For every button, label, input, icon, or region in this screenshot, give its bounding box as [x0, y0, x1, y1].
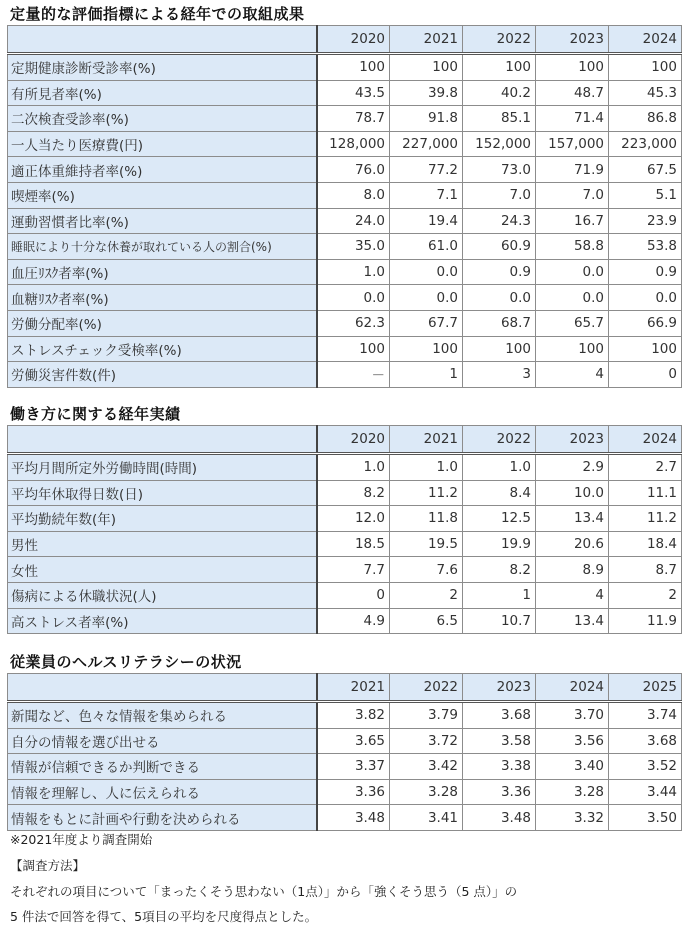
cell-value: 3.41 — [390, 805, 463, 831]
row-label: 運動習慣者比率(%) — [8, 208, 317, 234]
header-year: 2023 — [463, 674, 536, 702]
cell-value: 58.8 — [536, 234, 609, 260]
cell-value: 100 — [609, 54, 682, 81]
cell-value: 100 — [463, 336, 536, 362]
header-year: 2020 — [317, 26, 390, 54]
cell-value: 20.6 — [536, 531, 609, 557]
header-year: 2024 — [609, 426, 682, 454]
cell-value: 12.0 — [317, 506, 390, 532]
cell-value: 128,000 — [317, 131, 390, 157]
cell-value: 43.5 — [317, 80, 390, 106]
section-title-work-style: 働き方に関する経年実績 — [10, 405, 181, 423]
row-label: 平均月間所定外労働時間(時間) — [8, 454, 317, 481]
cell-value: 18.4 — [609, 531, 682, 557]
header-year: 2021 — [317, 674, 390, 702]
row-label: 平均年休取得日数(日) — [8, 480, 317, 506]
cell-value: 78.7 — [317, 106, 390, 132]
cell-value: 71.9 — [536, 157, 609, 183]
row-label: 情報が信頼できるか判断できる — [8, 754, 317, 780]
note-method-heading: 【調査方法】 — [10, 858, 86, 873]
cell-value: 3.72 — [390, 728, 463, 754]
cell-value: 0.0 — [536, 285, 609, 311]
cell-value: 73.0 — [463, 157, 536, 183]
row-label: 血糖ﾘｽｸ者率(%) — [8, 285, 317, 311]
table-row — [8, 208, 682, 234]
cell-value: 0.0 — [317, 285, 390, 311]
cell-value: 0.0 — [609, 285, 682, 311]
row-label: 血圧ﾘｽｸ者率(%) — [8, 259, 317, 285]
row-label: 女性 — [8, 557, 317, 583]
cell-value: 3.74 — [609, 702, 682, 729]
cell-value: 3.36 — [463, 779, 536, 805]
cell-value: 11.8 — [390, 506, 463, 532]
cell-value: 19.5 — [390, 531, 463, 557]
table-row — [8, 336, 682, 362]
cell-value: 2 — [609, 582, 682, 608]
cell-value: 77.2 — [390, 157, 463, 183]
cell-value: 10.7 — [463, 608, 536, 634]
cell-value: 67.7 — [390, 310, 463, 336]
cell-value: 1.0 — [317, 454, 390, 481]
row-label: 男性 — [8, 531, 317, 557]
cell-value: 3.50 — [609, 805, 682, 831]
row-label: 適正体重維持者率(%) — [8, 157, 317, 183]
cell-value: 0.0 — [536, 259, 609, 285]
cell-value: 85.1 — [463, 106, 536, 132]
cell-value: 3.52 — [609, 754, 682, 780]
table-row — [8, 728, 682, 754]
cell-value: 2.7 — [609, 454, 682, 481]
header-blank-cell — [8, 26, 317, 54]
cell-value: 4.9 — [317, 608, 390, 634]
cell-value: 61.0 — [390, 234, 463, 260]
cell-value: 18.5 — [317, 531, 390, 557]
cell-value: 10.0 — [536, 480, 609, 506]
table-row — [8, 480, 682, 506]
cell-value: 13.4 — [536, 608, 609, 634]
cell-value: 0 — [317, 582, 390, 608]
table-work-style — [7, 425, 682, 634]
header-blank-cell — [8, 674, 317, 702]
row-label: 喫煙率(%) — [8, 182, 317, 208]
cell-value: 11.1 — [609, 480, 682, 506]
cell-value: 4 — [536, 582, 609, 608]
table-row — [8, 557, 682, 583]
cell-value: 3.68 — [609, 728, 682, 754]
row-label: 新聞など、色々な情報を集められる — [8, 702, 317, 729]
table-health-literacy — [7, 673, 682, 831]
cell-value: 0.9 — [463, 259, 536, 285]
cell-value: 3.28 — [390, 779, 463, 805]
cell-value: 60.9 — [463, 234, 536, 260]
cell-value: 24.3 — [463, 208, 536, 234]
cell-value: 3.44 — [609, 779, 682, 805]
cell-value: 152,000 — [463, 131, 536, 157]
cell-value: 3.40 — [536, 754, 609, 780]
table-row — [8, 259, 682, 285]
row-label: 傷病による休職状況(人) — [8, 582, 317, 608]
row-label: 二次検査受診率(%) — [8, 106, 317, 132]
cell-value: 3.48 — [317, 805, 390, 831]
header-year: 2022 — [463, 426, 536, 454]
cell-value: 100 — [536, 54, 609, 81]
header-year: 2021 — [390, 426, 463, 454]
table-header-row — [8, 426, 682, 454]
header-year: 2024 — [609, 26, 682, 54]
cell-value: 45.3 — [609, 80, 682, 106]
header-year: 2020 — [317, 426, 390, 454]
section-title-health-literacy: 従業員のヘルスリテラシーの状況 — [10, 653, 242, 671]
cell-value: 76.0 — [317, 157, 390, 183]
cell-value: 3.68 — [463, 702, 536, 729]
cell-value: 3.38 — [463, 754, 536, 780]
cell-value: 3.36 — [317, 779, 390, 805]
row-label: 労働分配率(%) — [8, 310, 317, 336]
cell-value: 39.8 — [390, 80, 463, 106]
table-row — [8, 106, 682, 132]
cell-value: 19.4 — [390, 208, 463, 234]
row-label: 定期健康診断受診率(%) — [8, 54, 317, 81]
cell-value: 65.7 — [536, 310, 609, 336]
cell-value: 71.4 — [536, 106, 609, 132]
cell-value: 12.5 — [463, 506, 536, 532]
cell-value: 2 — [390, 582, 463, 608]
cell-value: 0 — [609, 362, 682, 388]
table-row — [8, 779, 682, 805]
table-header-row — [8, 674, 682, 702]
note-method-line-1: それぞれの項目について「まったくそう思わない（1点）」から「強くそう思う（5 点）」の — [10, 884, 518, 899]
cell-value: 8.4 — [463, 480, 536, 506]
cell-value: 11.2 — [390, 480, 463, 506]
cell-value: 100 — [317, 336, 390, 362]
cell-value: 40.2 — [463, 80, 536, 106]
cell-value: 100 — [536, 336, 609, 362]
cell-value: 0.0 — [463, 285, 536, 311]
cell-value: 227,000 — [390, 131, 463, 157]
cell-value: 1 — [463, 582, 536, 608]
table-row — [8, 582, 682, 608]
cell-value: 3 — [463, 362, 536, 388]
cell-value: 157,000 — [536, 131, 609, 157]
table-row — [8, 310, 682, 336]
row-label: 自分の情報を選び出せる — [8, 728, 317, 754]
cell-value: 3.79 — [390, 702, 463, 729]
cell-value: 3.70 — [536, 702, 609, 729]
row-label: 情報をもとに計画や行動を決められる — [8, 805, 317, 831]
table-row — [8, 506, 682, 532]
note-survey-start: ※2021年度より調査開始 — [10, 832, 153, 847]
table-row — [8, 80, 682, 106]
header-year: 2023 — [536, 426, 609, 454]
row-label: 労働災害件数(件) — [8, 362, 317, 388]
table-row — [8, 531, 682, 557]
table-header-row — [8, 26, 682, 54]
table-row — [8, 805, 682, 831]
cell-value: 8.9 — [536, 557, 609, 583]
table-row — [8, 754, 682, 780]
cell-value: 1.0 — [317, 259, 390, 285]
cell-value: 0.0 — [390, 259, 463, 285]
note-method-line-2: 5 件法で回答を得て、5項目の平均を尺度得点とした。 — [10, 909, 318, 924]
cell-value: 13.4 — [536, 506, 609, 532]
cell-value: 66.9 — [609, 310, 682, 336]
cell-value: 100 — [463, 54, 536, 81]
cell-value: 8.7 — [609, 557, 682, 583]
cell-value: 1 — [390, 362, 463, 388]
cell-value: 2.9 — [536, 454, 609, 481]
cell-value: 8.0 — [317, 182, 390, 208]
cell-value: 4 — [536, 362, 609, 388]
cell-value: 19.9 — [463, 531, 536, 557]
row-label: 一人当たり医療費(円) — [8, 131, 317, 157]
header-year: 2022 — [463, 26, 536, 54]
cell-value: 3.32 — [536, 805, 609, 831]
cell-value: 62.3 — [317, 310, 390, 336]
cell-value: 1.0 — [463, 454, 536, 481]
cell-value: 3.42 — [390, 754, 463, 780]
table-row — [8, 454, 682, 481]
table-row — [8, 285, 682, 311]
row-label: 高ストレス者率(%) — [8, 608, 317, 634]
cell-value: 100 — [390, 54, 463, 81]
cell-value: 3.37 — [317, 754, 390, 780]
header-year: 2025 — [609, 674, 682, 702]
row-label: 睡眠により十分な休養が取れている人の割合(%) — [8, 234, 317, 260]
cell-value: 3.56 — [536, 728, 609, 754]
cell-value: 68.7 — [463, 310, 536, 336]
cell-value: 7.6 — [390, 557, 463, 583]
cell-value: 8.2 — [317, 480, 390, 506]
cell-value: 7.0 — [463, 182, 536, 208]
cell-value: 223,000 — [609, 131, 682, 157]
cell-value: 91.8 — [390, 106, 463, 132]
cell-value: 23.9 — [609, 208, 682, 234]
table-row — [8, 234, 682, 260]
cell-value: 86.8 — [609, 106, 682, 132]
cell-value: 48.7 — [536, 80, 609, 106]
row-label: 情報を理解し、人に伝えられる — [8, 779, 317, 805]
cell-value: 11.2 — [609, 506, 682, 532]
cell-value: 7.1 — [390, 182, 463, 208]
cell-value: 1.0 — [390, 454, 463, 481]
cell-value: 16.7 — [536, 208, 609, 234]
header-year: 2023 — [536, 26, 609, 54]
table-row — [8, 131, 682, 157]
cell-value: 11.9 — [609, 608, 682, 634]
table-row — [8, 362, 682, 388]
header-blank-cell — [8, 426, 317, 454]
cell-value: 3.58 — [463, 728, 536, 754]
row-label: 平均勤続年数(年) — [8, 506, 317, 532]
cell-value: 100 — [390, 336, 463, 362]
cell-value: 0.9 — [609, 259, 682, 285]
cell-value: 53.8 — [609, 234, 682, 260]
cell-value: 100 — [609, 336, 682, 362]
cell-value: 3.28 — [536, 779, 609, 805]
cell-value: 0.0 — [390, 285, 463, 311]
cell-value: 3.82 — [317, 702, 390, 729]
cell-value: 3.65 — [317, 728, 390, 754]
cell-value: 35.0 — [317, 234, 390, 260]
cell-value: － — [317, 362, 390, 388]
table-row — [8, 182, 682, 208]
table-row — [8, 157, 682, 183]
row-label: 有所見者率(%) — [8, 80, 317, 106]
cell-value: 8.2 — [463, 557, 536, 583]
header-year: 2024 — [536, 674, 609, 702]
table-quantitative-indicators — [7, 25, 682, 388]
cell-value: 67.5 — [609, 157, 682, 183]
cell-value: 6.5 — [390, 608, 463, 634]
table-row — [8, 54, 682, 81]
header-year: 2021 — [390, 26, 463, 54]
section-title-quantitative-indicators: 定量的な評価指標による経年での取組成果 — [10, 5, 305, 23]
cell-value: 24.0 — [317, 208, 390, 234]
cell-value: 7.0 — [536, 182, 609, 208]
row-label: ストレスチェック受検率(%) — [8, 336, 317, 362]
table-row — [8, 702, 682, 729]
header-year: 2022 — [390, 674, 463, 702]
cell-value: 3.48 — [463, 805, 536, 831]
cell-value: 7.7 — [317, 557, 390, 583]
cell-value: 5.1 — [609, 182, 682, 208]
cell-value: 100 — [317, 54, 390, 81]
table-row — [8, 608, 682, 634]
